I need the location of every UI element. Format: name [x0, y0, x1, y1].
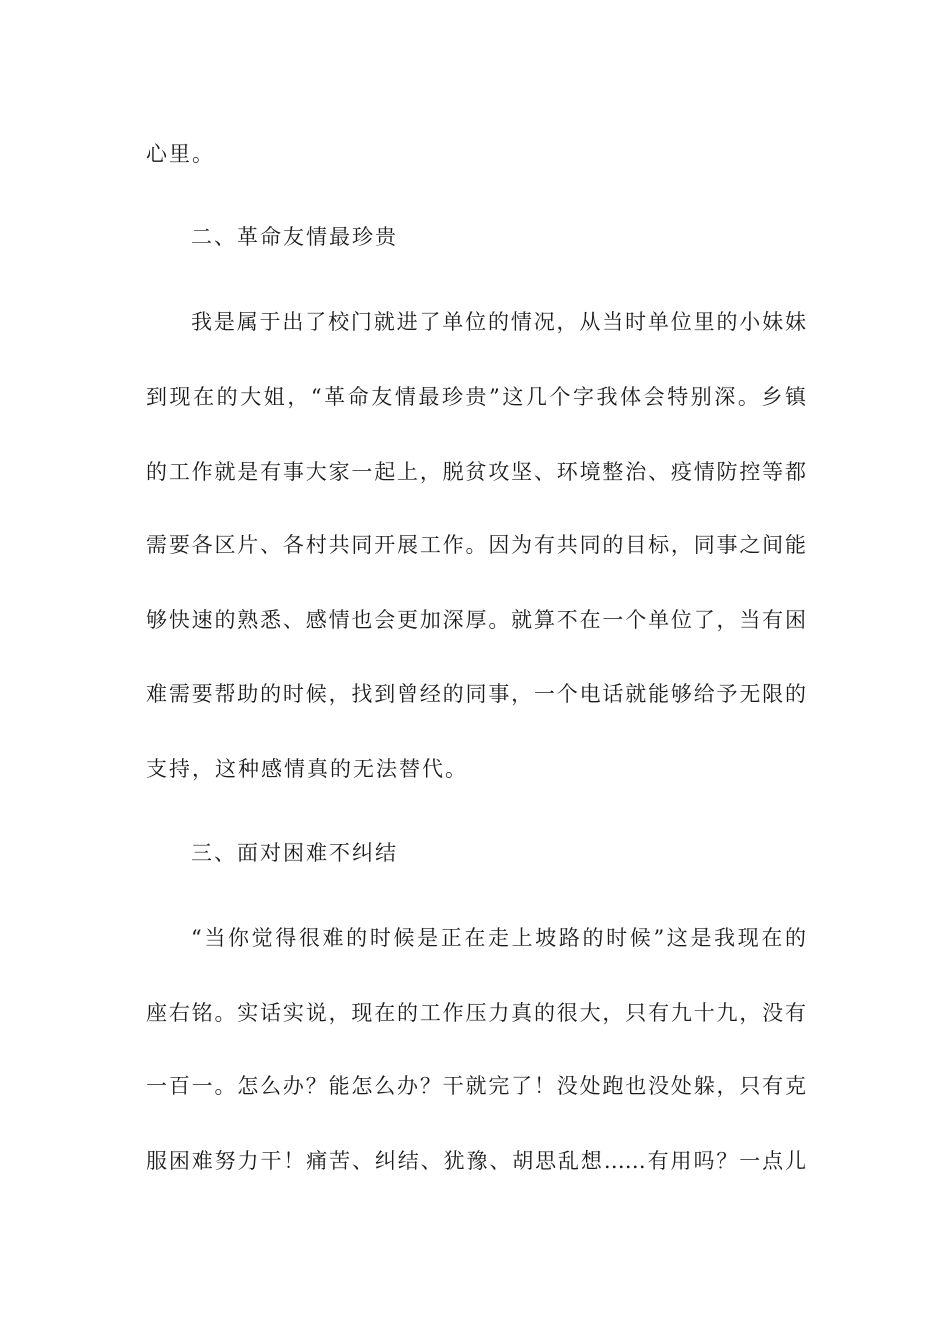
section-2-paragraph-line: 支持，这种感情真的无法替代。 [146, 757, 468, 781]
section-2-paragraph-line: 难需要帮助的时候，找到曾经的同事，一个电话就能够给予无限的 [146, 682, 806, 706]
section-3-paragraph-line: 服困难努力干！痛苦、纠结、犹豫、胡思乱想……有用吗？一点儿 [146, 1149, 806, 1173]
section-2-paragraph-line: 到现在的大姐，“革命友情最珍贵”这几个字我体会特别深。乡镇 [146, 385, 806, 409]
section-2-paragraph-line: 我是属于出了校门就进了单位的情况，从当时单位里的小妹妹 [191, 310, 806, 334]
carry-over-line: 心里。 [146, 142, 215, 166]
section-2-paragraph-line: 的工作就是有事大家一起上，脱贫攻坚、环境整治、疫情防控等都 [146, 460, 806, 484]
section-3-paragraph-line: 座右铭。实话实说，现在的工作压力真的很大，只有九十九，没有 [146, 1001, 806, 1025]
section-2-heading: 二、革命友情最珍贵 [191, 225, 398, 249]
section-3-heading: 三、面对困难不纠结 [191, 841, 398, 865]
section-3-paragraph-line: “当你觉得很难的时候是正在走上坡路的时候”这是我现在的 [191, 926, 806, 950]
section-2-paragraph-line: 够快速的熟悉、感情也会更加深厚。就算不在一个单位了，当有困 [146, 608, 806, 632]
section-3-paragraph-line: 一百一。怎么办？能怎么办？干就完了！没处跑也没处躲，只有克 [146, 1074, 806, 1098]
section-2-paragraph-line: 需要各区片、各村共同开展工作。因为有共同的目标，同事之间能 [146, 533, 806, 557]
